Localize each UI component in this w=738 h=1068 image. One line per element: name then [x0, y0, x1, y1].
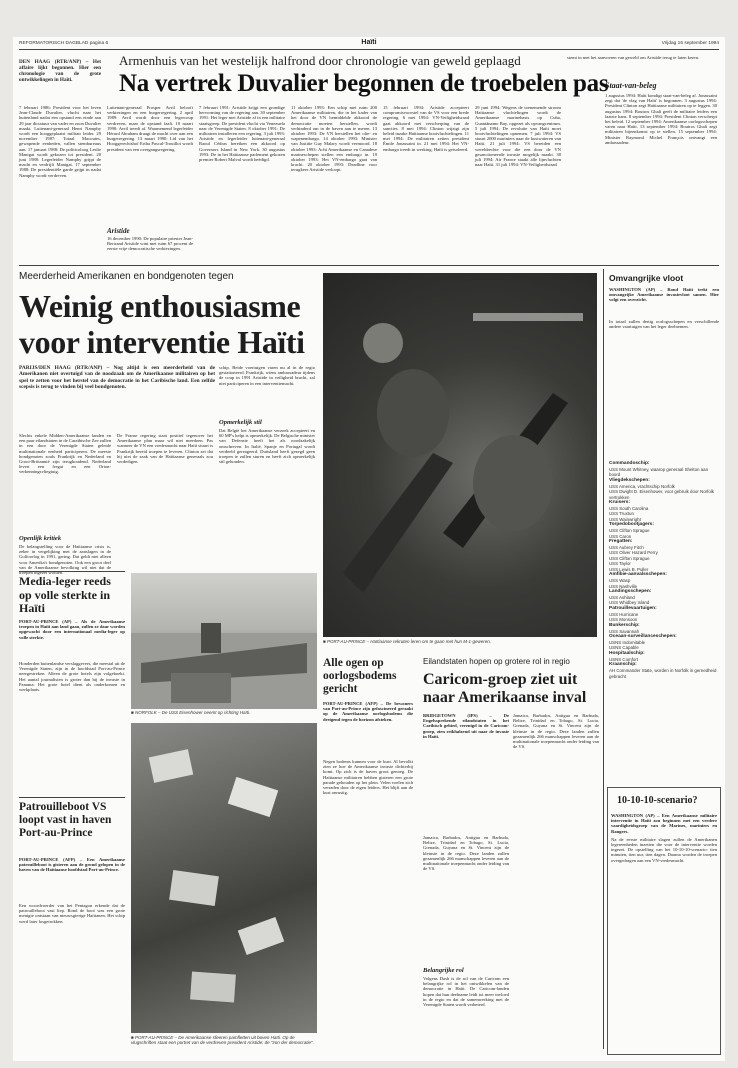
- chronology-kicker: Armenhuis van het westelijk halfrond door chronologie van geweld geplaagd: [119, 53, 521, 68]
- fleet-section-title: Amfibie-aanvalsschepen:: [609, 572, 667, 578]
- pamphlets-illustration: [131, 723, 317, 1033]
- chronology-col6: 29 juni 1994: Wegens de toenemende stroom Haïtiaanse vluchtelingen wordt de Amerikaanse marinebasis op Cuba, Guantánamo Bay, opgezet als opvangcentrum. 5 juli 1994: De revolutie van Haïti moet bootvluchtelingen opnemen. 7 juli 1994: VS stuurt 2000 mariniers naar de kustwateren van Haïti. 21 juli 1994: VS bereiden een wereldrechte voor die een door de VN gesanctioneerde invasie mogelijk maakt. 30 juli 1994: Air France staakt alle lijnvluchten naar Haïti. 31 juli 1994: VN-Veiligheidsraad: [475, 105, 561, 168]
- fleet-section-title: Patrouillevaartuigen:: [609, 605, 657, 611]
- fleet-section: [609, 634, 719, 651]
- fleet-intro: In totaal zullen dertig oorlogsschepen en verschillende andere vaartuigen van het leger deelnemen.: [609, 319, 719, 330]
- warships-headline: Alle ogen op oorlogsbodems gericht: [323, 657, 397, 695]
- main-subhead-b: Opmerkelijk stil: [219, 419, 262, 426]
- fleet-ship: USS Whidbey Island: [609, 600, 650, 606]
- fleet-ship: USS Lewis B. Puller: [609, 566, 649, 572]
- chronology-col2b: 16 december 1990: De populaire priester Jean-Bertrand Aristide wint met ruim 67 procent de eerste vrije democratische verkiezingen.: [107, 236, 193, 252]
- state-of-siege-text: 1 augustus 1994: Haïti kondigt staat-van-beleg af. Jonassaint zegt dat 'de vlag van Haïti' is begonnen. 3 augustus 1994: President Clinton zegt Haïtiaanse militairen op te leggen. 30 augustus 1994: Boutros Ghali geeft de militaire leiders een laatste kans. 8 september 1994: President Clinton verscherpt het beleid. 12 september 1994: Amerikaanse oorlogsschepen varen naar Haïti. 13 september 1994: Boutros Ghali zegt militairen bijeenkomst op te stellen. 15 september 1994: Minister Raymond Michel François ontvangt een ambassadeur.: [605, 93, 717, 145]
- fleet-section: [609, 662, 719, 679]
- fleet-ship: USS Truxtun: [609, 511, 634, 517]
- fleet-section: [609, 623, 719, 634]
- fleet-heading: Omvangrijke vloot: [609, 273, 684, 283]
- fleet-ship: USS America, vrachtschip Norfolk: [609, 483, 675, 489]
- patrol-body: Een woordvoerder van het Pentagon erkende dat de patrouilleboot vast liep. Rond de boot was een grote menigte ontstaan van nieuwsgierige Haïtianen. Het schip werd later losgetrokken.: [19, 903, 125, 924]
- chronology-subhead: Aristide: [107, 227, 130, 235]
- fleet-section: [609, 589, 719, 606]
- fleet-section-title: Torpedobootjagers:: [609, 522, 654, 528]
- header-rule: [19, 49, 719, 50]
- caricom-kicker: Eilandstaten hopen op grotere rol in regio: [423, 657, 570, 666]
- photo-pamphlets: [131, 723, 317, 1033]
- caption-marker-icon: ■: [131, 1035, 135, 1040]
- caricom-subhead: Belangrijke rol: [423, 967, 464, 974]
- fleet-ship: USS Dwight D. Eisenhower, voor gebruik door Norfolk vertrokken: [609, 489, 714, 500]
- fleet-ship: USS Taylor: [609, 561, 631, 567]
- top-article-rule: [19, 265, 719, 266]
- patrol-box-rule: [19, 797, 125, 798]
- fleet-lead: WASHINGTON (AP) – Rond Haïti trekt een omvangrijke Amerikaanse invasievloot samen. Hier volgt een overzicht.: [609, 287, 719, 303]
- fleet-ship: USS Caron: [609, 533, 632, 539]
- fleet-ship: USNS Capable: [609, 645, 639, 651]
- state-of-siege-heading: Staat-van-beleg: [605, 81, 657, 90]
- chronology-lead: DEN HAAG (RTR/ANP) – Het affaire lijkt begonnen. Hier een chronologie van de grote ontwikkelingen in Haïti.: [19, 59, 101, 83]
- fleet-section: [609, 478, 719, 500]
- fleet-ship: USS Wainwright: [609, 516, 641, 522]
- warships-lead: PORT-AU-PRINCE (AFP) – De bewoners van Port-au-Prince zijn gefascineerd geraakt op de Amerikaanse oorlogsbodems die dreigend tegen de horizon afsteken.: [323, 701, 413, 722]
- section-title: Haïti: [361, 39, 377, 46]
- photo-norfolk-caption: [131, 710, 317, 718]
- chronology-col3: 7 februari 1991: Aristide krijgt een grondige hervorming van de regering aan. 30 september 1991: Het leger met Aristide af in een militaire staatsgreep. De president vlucht via Venezuela naar de Verenigde Staten. 8 oktober 1991: De militairen installeren een regering. 3 juli 1993: Aristide en legerleider luitenant-generaal Raoul Cédras bereiken een akkoord op Governors Island in New York. 30 augustus 1993: De in het Haïtiaanse parlement gekozen premier Robert Malval wordt beëdigd.: [199, 105, 285, 163]
- fleet-section-title: Fregatten:: [609, 539, 633, 545]
- fleet-ship: USNS Indomitable: [609, 639, 646, 645]
- scenario-lead: WASHINGTON (AP) – Een Amerikaanse militaire interventie in Haïti zou beginnen met een verdere vaardigheidsgroep van de Marines, mariniers en Rangers.: [611, 813, 717, 834]
- main-body-a: Slechts enkele Midden-Amerikaanse landen en een paar eilandstaten in de Caraïbische Zee zullen in een door de Verenigde Staten geleide multinationale eenheid participeren. De meeste bondgenoten zoals Frankrijk en Nederland en Groot-Brittannië zijn terughoudend. Nederland levert een fregat en een Orion-verkenningsvliegtuig.: [19, 433, 111, 475]
- fleet-ship: USS Clifton Sprague: [609, 555, 650, 561]
- fleet-ship: USS Hurricane: [609, 611, 639, 617]
- photo-recruits: [323, 273, 597, 637]
- photo-pamphlets-caption-text: PORT-AU-PRINCE – De Amerikaanse sfeeren pamfletten uit boven Haïti. Op de vlugschriften staat een portret van de verdreven president Aristide: de "zon der democratie".: [131, 1035, 314, 1045]
- main-body-c2: Dat België het Amerikaanse verzoek accepteert en 60 MP's helpt is opmerkelijk. De Belgische minister van Defensie heeft het als noodzakelijk omschreven. In Italië, Spanje en Portugal wordt verdeeld gereageerd. Duitsland heeft gezegd geen troepen te zullen sturen en heeft zich opmerkelijk stil gehouden.: [219, 428, 316, 465]
- carrier-illustration: [131, 573, 317, 709]
- fleet-section: [609, 572, 719, 589]
- chronology-headline: Na vertrek Duvalier begonnen de troebelen pas: [119, 70, 609, 97]
- fleet-section: [609, 500, 719, 522]
- chronology-col4: 11 oktober 1993: Een schip met ruim 200 Amerikaanse militairen, die in het kader van het door de VN bemiddelde akkoord de democratie moeten herstellen, wordt verhinderd om in de haven aan te meren. 13 oktober 1993: De VN herstellen het olie- en wapenembargo. 14 oktober 1993: Minister van Justitie Guy Malary wordt vermoord. 18 oktober 1993: Acht Amerikaanse en Canadese marineschepen stellen een embargo in. 19 oktober 1993: Het VN-embargo gaat van kracht. 20 oktober 1993: Deadline voor terugkeer Aristide verloopt.: [291, 105, 377, 173]
- recruits-illustration: [323, 273, 597, 637]
- fleet-ship: USS Ashland: [609, 594, 635, 600]
- fleet-section-title: Hospitaalschip:: [609, 650, 645, 656]
- media-box-rule: [19, 571, 125, 572]
- caricom-body-b: Volgens Dash is de rol van de Caricom een belangrijke rol in het ontwikkelen van de democratie in Haïti. De Caricom-landen hopen dat hun deelname leidt tot meer invloed in de regio en dat de samenwerking met de Verenigde Staten wordt verbeterd.: [423, 976, 509, 1008]
- fleet-ship: USS Clifton Sprague: [609, 528, 650, 534]
- header-date: Vrijdag 16 september 1994: [661, 41, 719, 46]
- main-body-c: schip. Beide voertuigen varen nu al in de regio gestationeerd. Frankrijk, wiens ambassadeur tijdens de coup in 1991 Aristide in veiligheid bracht, zal niet participeren in een interventiemacht.: [219, 365, 315, 386]
- fleet-section: [609, 461, 719, 478]
- media-body: Honderden buitenlandse verslaggevers, die meestal uit de Verenigde Staten, zijn in de hoofdstad Port-au-Prince neergestreken. Alleen de grote hotels zijn volgeboekt. Het aantal journalisten is groter dan bij de invasie in Panama. Het grote hotel dient als onderkomen en werkplaats.: [19, 661, 125, 693]
- fleet-section: [609, 539, 719, 572]
- fleet-section: [609, 606, 719, 623]
- scenario-headline: 10-10-10-scenario?: [617, 795, 698, 806]
- fleet-ship: USNS Comfort: [609, 656, 639, 662]
- fleet-section-title: Vliegdekschepen:: [609, 477, 650, 483]
- photo-recruits-caption-text: PORT-AU-PRINCE – Haïtiaanse rekruten leren om te gaan met hun M-1-geweren.: [326, 639, 492, 644]
- chronology-col2: Luitenant-generaal Prosper Avril belooft verkiezingen en een burgerregering. 2 april 1989: Avril wordt door een legercoup verdreven, maar de opstand faalt. 10 maart 1990: Avril treedt af. Waarnemend legerleider Hérard Abraham draagt de macht over aan een burgerregering. 13 maart 1990: Lid van het Hooggerechtshof Ertha Pascal-Trouillot wordt president van een overgangsregering.: [107, 105, 193, 152]
- fleet-ship: USS Monsoon: [609, 617, 638, 623]
- media-lead: PORT-AU-PRINCE (AP) – Als de Amerikaanse troepen in Haïti aan land gaan, zullen ze daar worden opgewacht door een internationaal media-leger op volle sterkte.: [19, 619, 125, 640]
- photo-norfolk: [131, 573, 317, 709]
- main-subhead-a: Openlijk kritiek: [19, 535, 62, 542]
- fleet-ship: USS Aubrey Fitch: [609, 545, 644, 551]
- caricom-headline: Caricom-groep ziet uit naar Amerikaanse inval: [423, 671, 587, 706]
- caption-marker-icon: ■: [131, 710, 135, 715]
- main-body-a2: De belangstelling voor de Haïtiaanse crisis is, zeker in vergelijking met de aanslagen in de Golfoorlog in 1991, gering. Dat geldt niet alleen voor Amerika's bondgenoten. Ook een groot deel van de Amerikaanse bevolking wil niet dat de troepen ingezet worden.: [19, 544, 111, 576]
- fleet-section: [609, 522, 719, 539]
- fleet-section-title: Landingsschepen:: [609, 588, 652, 594]
- chronology-col1: 7 februari 1986: President voor het leven Jean-Claude Duvalier, vlucht naar het buitenland nadat een opstand een einde aan 29 jaar dictatuur van vader en zoon Duvalier maakt. Luitenant-generaal Henri Namphy wordt een hooggeplaatst militair leider. 29 november 1987: Totaal Macoutes, gewapende eenheden, vallen stembureaus aan. 17 januari 1988: De politicoloog Leslie Manigat wordt gekozen tot president. 20 juni 1988: Legerleider Namphy grijpt de macht en verdrijft Manigat. 17 september 1988: De presidentiële garde grijpt in nadat Namphy wordt verdreven.: [19, 105, 102, 178]
- media-headline: Media-leger reeds op volle sterkte in Haïti: [19, 574, 111, 615]
- fleet-section-title: Kraanschip:: [609, 662, 637, 668]
- fleet-ship: USS Mount Whitney, waarop generaal Shelton aan boord: [609, 467, 709, 478]
- caricom-body: Jamaica, Barbados, Antigua en Barbuda, Belize, Trinidad en Tobago, St. Lucia, Grenada, Guyana en St. Vincent zijn de kleinste in de regio. Deze landen zullen gezamenlijk 266 manschappen leveren aan de multinationale troepenmacht onder leiding van de VS.: [423, 835, 509, 872]
- fleet-ship: USS Wasp: [609, 578, 631, 584]
- fleet-ship: USS Oliver Hazard Perry: [609, 550, 658, 556]
- fleet-ship: USS South Carolina: [609, 506, 649, 512]
- fleet-section-title: Bunkerschip:: [609, 622, 640, 628]
- chronology-col7: stemt in met het aanvoeren van geweld om Aristide terug te laten keren.: [567, 55, 700, 60]
- fleet-ship: USS Nashville: [609, 583, 638, 589]
- main-lead: PARIJS/DEN HAAG (RTR/ANP) – Nog altijd is een meerderheid van de Amerikanen niet overtuigd van de noodzaak om de Amerikaanse militairen op het spel te zetten voor het herstel van de democratie in het Caribische land. Een zelfde scepsis is terug te vinden bij veel bondgenoten.: [19, 365, 215, 390]
- patrol-lead: PORT-AU-PRINCE (AFP) – Een Amerikaanse patrouilleboot is gisteren aan de grond gelopen in de haven van de Haïtiaanse hoofdstad Port-au-Prince.: [19, 857, 125, 873]
- fleet-section: [609, 651, 719, 662]
- chronology-col5: 15 februari 1994: Aristide accepteert compromisvoorstel van de VS voor een brede regering. 6 mei 1994: VN-Veiligheidsraad gaat akkoord met verscherping van de sancties. 8 mei 1994: Clinton wijzigt zijn beleid inzake Haïtiaanse bootvluchtelingen. 11 mei 1994: De militairen zetten president Émile Jonassaint in. 21 mei 1994: Het VN-embargo treedt in werking, Haïti is geïsoleerd.: [383, 105, 469, 152]
- fleet-list: [609, 461, 719, 777]
- photo-pamphlets-caption: [131, 1035, 317, 1057]
- main-headline-1: Weinig enthousiasme: [19, 288, 301, 324]
- warships-body: Negen bodems kunnen voor de kust. Al bevolkt zien ze hoe de Amerikaanse invasie dichterbij komt. Op zich is de haven groot genoeg. De Haïtiaanse militairen hebben gisteren een grote parade gehouden op het plein. Velen voelen zich verraden door de eigen leiders. Het blijft aan de kust onrustig.: [323, 759, 413, 796]
- sidebar-divider: [603, 269, 604, 1049]
- fleet-ship: AH Commander State, worden in Norfolk in gereedheid gebracht: [609, 668, 717, 679]
- caricom-lead: BRIDGETOWN (IPS) – De Engelssprekende eilandstaten in het Caribisch gebied, verenigd in de Caricom-groep, zien reikhalzend uit naar de invasie in Haïti.: [423, 713, 509, 739]
- fleet-ship: USS Savannah: [609, 628, 640, 634]
- header-left: REFORMATORISCH DAGBLAD pagina 6: [19, 41, 109, 46]
- fleet-section-title: Oceaan-surveillanceschepen:: [609, 633, 677, 639]
- caricom-col2: Jamaica, Barbados, Antigua en Barbuda, Belize, Trinidad en Tobago, St. Lucia, Grenada, Guyana en St. Vincent zijn de kleinste in de regio. Deze landen zullen gezamenlijk 266 manschappen leveren aan de multinationale troepenmacht onder leiding van de VS.: [513, 713, 599, 750]
- main-body-b: De Franse regering staat positief tegenover het Amerikaanse plan maar wil niet meedoen. Pas wanneer de VN een vredesmacht naar Haïti stuurt is Frankrijk bereid troepen te leveren. Clinton zei dat hij niet de zaak van de Haïtiaanse generaals zou verdedigen.: [117, 433, 213, 465]
- scenario-box: [607, 787, 721, 1055]
- patrol-headline: Patrouilleboot VS loopt vast in haven Port-au-Prince: [19, 801, 112, 839]
- main-kicker: Meerderheid Amerikanen en bondgenoten tegen: [19, 271, 234, 282]
- fleet-section-title: Commandoschip:: [609, 461, 650, 466]
- newspaper-page: [13, 37, 725, 1061]
- photo-norfolk-caption-text: NORFOLK – De USS Eisenhower neemt op richting Haïti.: [134, 710, 251, 715]
- scenario-body: Na de eerste militaire slagen zullen de Amerikanen legereenheden inzetten die voor de interventie worden ingezet. De opstelling van het 10-10-10-scenario: tien minuten, tien uur, tien dagen. Daarna worden de troepen overgedragen aan een VN-vredesmacht.: [611, 836, 717, 863]
- main-headline-2: voor interventie Haïti: [19, 324, 305, 360]
- photo-recruits-caption: [323, 639, 597, 649]
- fleet-section-title: Kruisers:: [609, 500, 631, 506]
- caption-marker-icon: ■: [323, 639, 327, 644]
